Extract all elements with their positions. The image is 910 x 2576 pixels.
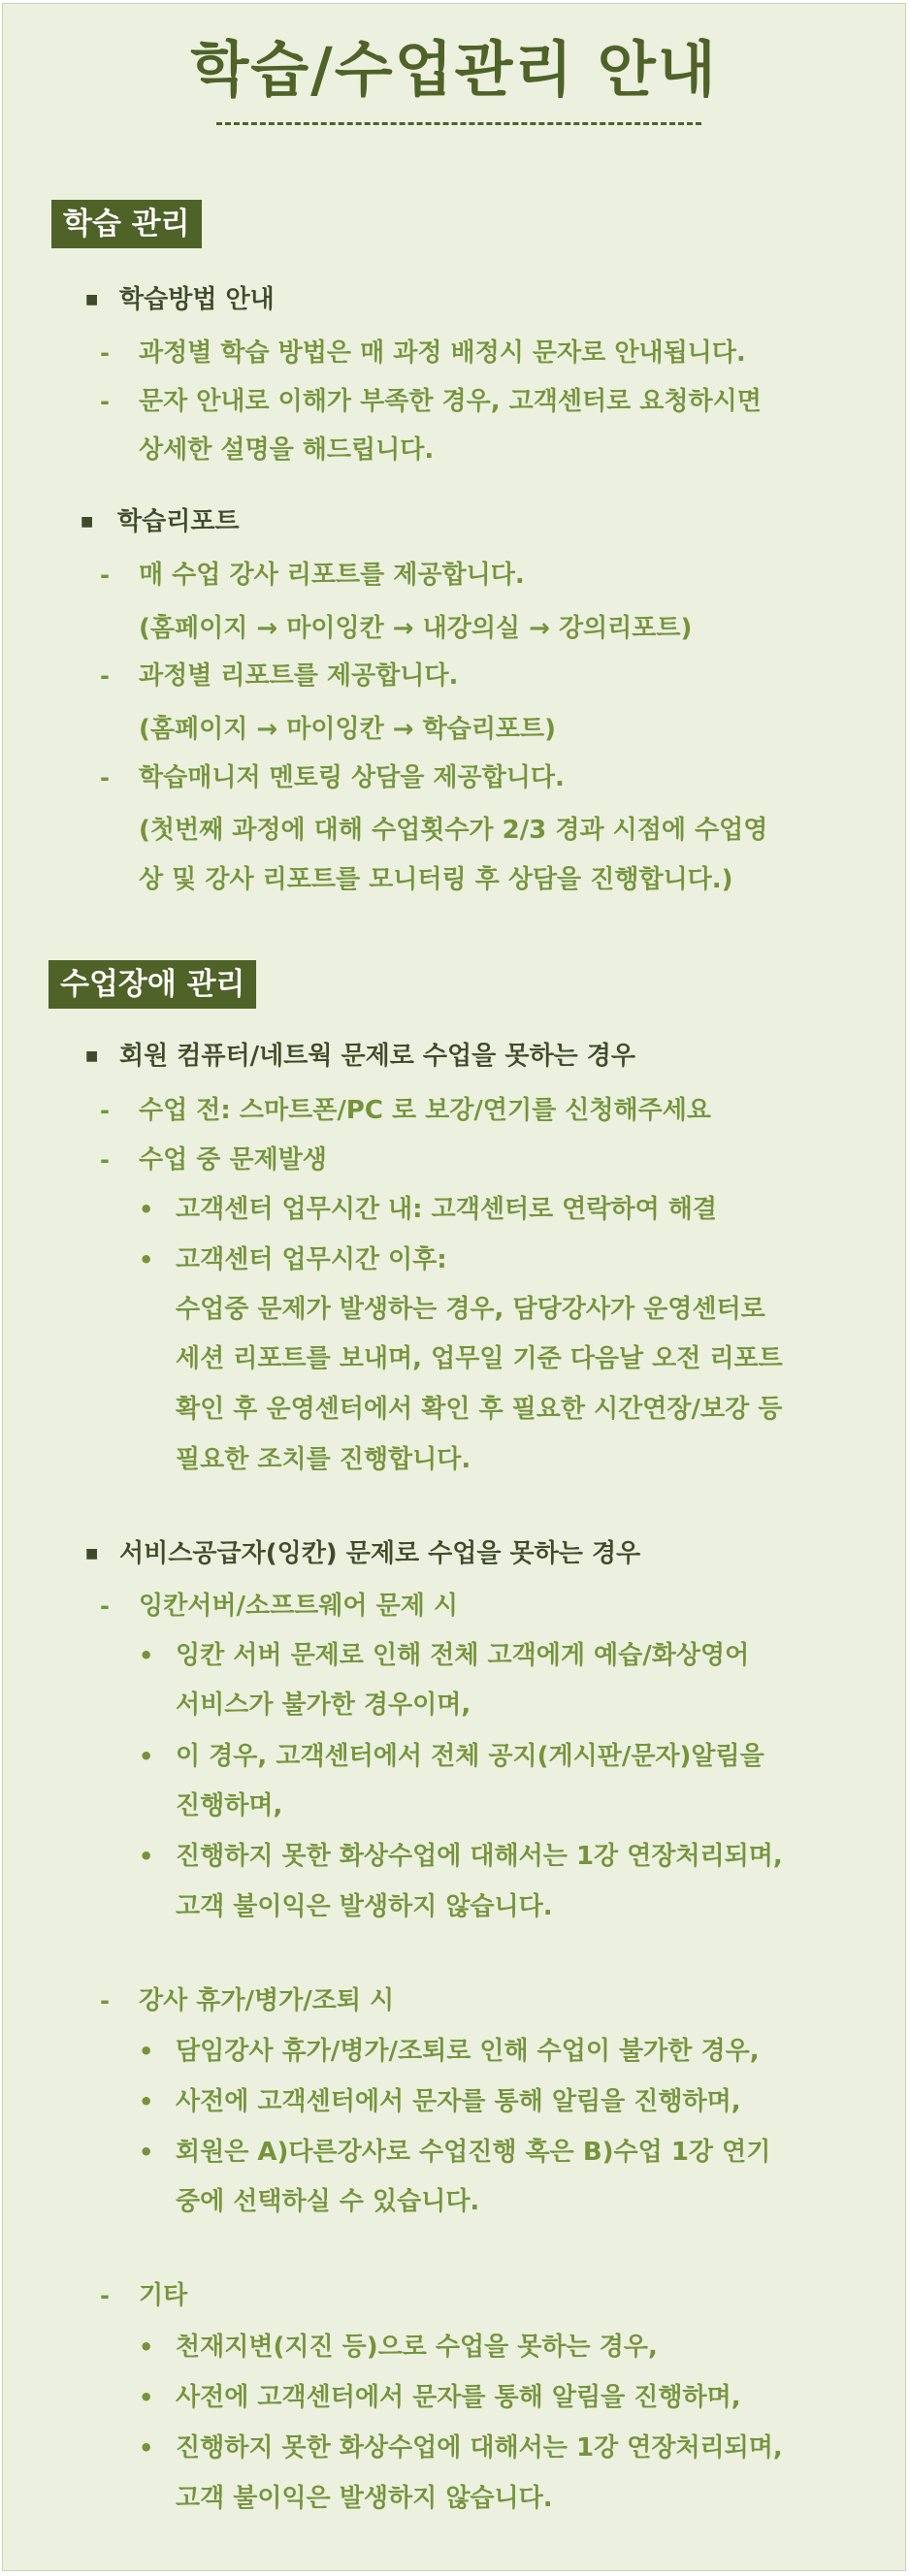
square-bullet-icon: ■ xyxy=(85,292,99,307)
square-bullet-icon: ■ xyxy=(81,514,94,530)
dash-bullet-icon: - xyxy=(100,2282,110,2309)
content-line: 과정별 리포트를 제공합니다. xyxy=(139,661,459,691)
page-title: 학습/수업관리 안내 xyxy=(190,34,718,105)
content-line: (홈페이지 → 마이잉칸 → 학습리포트) xyxy=(139,715,557,744)
content-line: 잉칸서버/소프트웨어 문제 시 xyxy=(139,1592,458,1621)
subsection-heading: 회원 컴퓨터/네트웍 문제로 수업을 못하는 경우 xyxy=(119,1042,635,1071)
content-line: 기타 xyxy=(139,2281,188,2310)
dot-bullet-icon: • xyxy=(139,1246,154,1273)
square-bullet-icon: ■ xyxy=(85,1546,99,1562)
square-bullet-icon: ■ xyxy=(85,1048,99,1064)
dot-bullet-icon: • xyxy=(139,1642,154,1669)
dot-bullet-icon: • xyxy=(139,2139,154,2166)
content-line: 매 수업 강사 리포트를 제공합니다. xyxy=(139,561,525,590)
content-line: 진행하며, xyxy=(176,1791,283,1820)
content-line: 세션 리포트를 보내며, 업무일 기준 다음날 오전 리포트 xyxy=(176,1344,783,1373)
content-line: 천재지변(지진 등)으로 수업을 못하는 경우, xyxy=(176,2333,658,2362)
content-line: 이 경우, 고객센터에서 전체 공지(게시판/문자)알림을 xyxy=(176,1742,764,1771)
dash-bullet-icon: - xyxy=(100,764,110,791)
dash-bullet-icon: - xyxy=(100,662,110,690)
dot-bullet-icon: • xyxy=(139,2088,154,2115)
notice-card xyxy=(2,3,906,2571)
content-line: 진행하지 못한 화상수업에 대해서는 1강 연장처리되며, xyxy=(176,1842,783,1871)
dot-bullet-icon: • xyxy=(139,2434,154,2462)
dash-bullet-icon: - xyxy=(100,388,110,415)
content-line: 담임강사 휴가/병가/조퇴로 인해 수업이 불가한 경우, xyxy=(176,2037,760,2066)
subsection-heading: 서비스공급자(잉칸) 문제로 수업을 못하는 경우 xyxy=(119,1539,641,1568)
content-line: 과정별 학습 방법은 매 과정 배정시 문자로 안내됩니다. xyxy=(139,338,746,368)
content-line: 수업중 문제가 발생하는 경우, 담당강사가 운영센터로 xyxy=(176,1295,765,1324)
content-line: (첫번째 과정에 대해 수업횟수가 2/3 경과 시점에 수업영 xyxy=(139,816,768,845)
dot-bullet-icon: • xyxy=(139,1743,154,1770)
content-line: 사전에 고객센터에서 문자를 통해 알림을 진행하며, xyxy=(176,2383,741,2412)
dash-bullet-icon: - xyxy=(100,1593,110,1620)
content-line: (홈페이지 → 마이잉칸 → 내강의실 → 강의리포트) xyxy=(139,614,693,643)
content-line: 중에 선택하실 수 있습니다. xyxy=(176,2187,480,2216)
content-line: 강사 휴가/병가/조퇴 시 xyxy=(139,1986,395,2015)
section-label-learning: 학습 관리 xyxy=(51,200,202,248)
content-line: 수업 전: 스마트폰/PC 로 보강/연기를 신청해주세요 xyxy=(139,1096,711,1125)
content-line: 고객센터 업무시간 내: 고객센터로 연락하여 해결 xyxy=(176,1195,717,1224)
dot-bullet-icon: • xyxy=(139,2334,154,2361)
content-line: 학습매니저 멘토링 상담을 제공합니다. xyxy=(139,763,565,792)
content-line: 필요한 조치를 진행합니다. xyxy=(176,1445,471,1474)
dash-bullet-icon: - xyxy=(100,562,110,589)
content-line: 고객 불이익은 발생하지 않습니다. xyxy=(176,2484,553,2513)
content-line: 상세한 설명을 해드립니다. xyxy=(139,435,435,465)
content-line: 사전에 고객센터에서 문자를 통해 알림을 진행하며, xyxy=(176,2087,741,2116)
content-line: 고객센터 업무시간 이후: xyxy=(176,1245,447,1274)
dash-bullet-icon: - xyxy=(100,1987,110,2014)
content-line: 고객 불이익은 발생하지 않습니다. xyxy=(176,1892,553,1921)
dot-bullet-icon: • xyxy=(139,2384,154,2411)
dash-bullet-icon: - xyxy=(100,1146,110,1174)
dot-bullet-icon: • xyxy=(139,1843,154,1870)
content-line: 회원은 A)다른강사로 수업진행 혹은 B)수업 1강 연기 xyxy=(176,2138,771,2167)
content-line: 문자 안내로 이해가 부족한 경우, 고객센터로 요청하시면 xyxy=(139,387,762,416)
dot-bullet-icon: • xyxy=(139,1196,154,1223)
dash-bullet-icon: - xyxy=(100,1097,110,1124)
dot-bullet-icon: • xyxy=(139,2038,154,2065)
content-line: 수업 중 문제발생 xyxy=(139,1145,327,1175)
subsection-heading: 학습방법 안내 xyxy=(119,285,275,314)
subsection-heading: 학습리포트 xyxy=(117,507,240,536)
content-line: 잉칸 서버 문제로 인해 전체 고객에게 예습/화상영어 xyxy=(176,1641,750,1670)
content-line: 상 및 강사 리포트를 모니터링 후 상담을 진행합니다.) xyxy=(139,865,733,894)
title-divider xyxy=(216,122,701,125)
section-label-class: 수업장애 관리 xyxy=(49,960,256,1009)
content-line: 진행하지 못한 화상수업에 대해서는 1강 연장처리되며, xyxy=(176,2433,783,2463)
content-line: 확인 후 운영센터에서 확인 후 필요한 시간연장/보강 등 xyxy=(176,1395,783,1424)
content-line: 서비스가 불가한 경우이며, xyxy=(176,1690,471,1720)
dash-bullet-icon: - xyxy=(100,339,110,367)
